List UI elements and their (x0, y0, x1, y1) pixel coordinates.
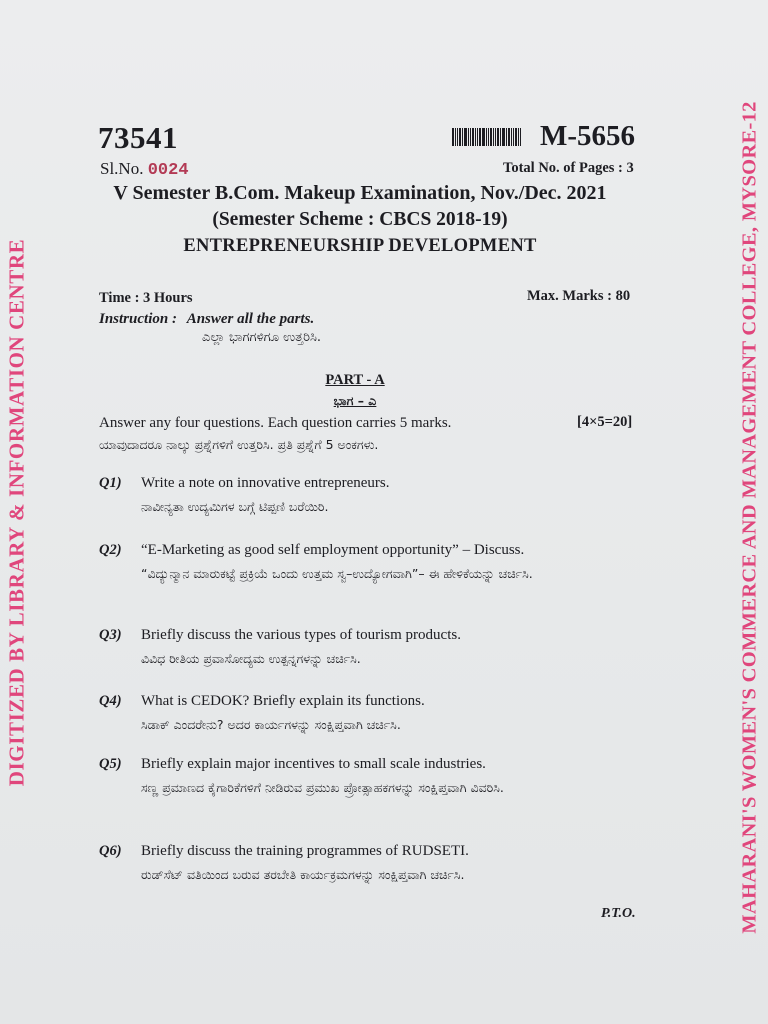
question-number: Q1) (99, 475, 122, 491)
college-stamp-text: MAHARANI'S WOMEN'S COMMERCE AND MANAGEMENT COLLEGE, MYSORE-12 (738, 101, 761, 934)
part-a-title-kannada: ಭಾಗ – ಎ (333, 393, 377, 408)
barcode-stripe (506, 128, 507, 146)
subject-code: M-5656 (540, 120, 636, 152)
subject-title: ENTREPRENEURSHIP DEVELOPMENT (183, 236, 537, 256)
section-instruction-kannada: ಯಾವುದಾದರೂ ನಾಲ್ಕು ಪ್ರಶ್ನೆಗಳಿಗೆ ಉತ್ತರಿಸಿ. ಪ್ರತಿ ಪ್ರಶ್ನೆಗೆ 5 ಅಂಕಗಳು. (99, 437, 379, 452)
barcode-stripe (452, 128, 454, 146)
question-text-kannada: ವಿವಿಧ ರೀತಿಯ ಪ್ರವಾಸೋದ್ಯಮ ಉತ್ಪನ್ನಗಳನ್ನು ಚರ್ಚಿಸಿ. (141, 651, 361, 666)
section-instruction: Answer any four questions. Each question carries 5 marks. (99, 415, 452, 431)
serial-value: 0024 (147, 161, 189, 180)
max-marks: Max. Marks : 80 (527, 288, 631, 304)
question-text: Briefly discuss the training programmes of RUDSETI. (141, 843, 469, 859)
total-pages: Total No. of Pages : 3 (503, 160, 634, 176)
serial-number (100, 159, 189, 180)
barcode-stripe (457, 128, 458, 146)
question-text-kannada: ರುಡ್‌ಸೆಟ್ ವತಿಯಿಂದ ಬರುವ ತರಬೇತಿ ಕಾರ್ಯಕ್ರಮಗಳನ್ನು ಸಂಕ್ಷಿಪ್ತವಾಗಿ ಚರ್ಚಿಸಿ. (141, 867, 465, 882)
question-text-kannada: ನಾವೀನ್ಯತಾ ಉದ್ಯಮಿಗಳ ಬಗ್ಗೆ ಟಿಪ್ಪಣಿ ಬರೆಯಿರಿ. (141, 499, 329, 514)
question-text: “E-Marketing as good self employment opportunity” – Discuss. (141, 542, 525, 558)
barcode-stripe (455, 128, 456, 146)
barcode-stripe (475, 128, 476, 146)
barcode-stripe (482, 128, 485, 146)
library-stamp-text: DIGITIZED BY LIBRARY & INFORMATION CENTRE (4, 238, 29, 787)
barcode-stripe (518, 128, 519, 146)
barcode-stripe (490, 128, 492, 146)
barcode-stripe (488, 128, 489, 146)
section-marks: [4×5=20] (577, 414, 633, 430)
exam-scheme: (Semester Scheme : CBCS 2018-19) (212, 209, 508, 230)
barcode-stripe (479, 128, 481, 146)
barcode-stripe (493, 128, 494, 146)
question-text-kannada: “ವಿದ್ಯುನ್ಮಾನ ಮಾರುಕಟ್ಟೆ ಪ್ರಕ್ರಿಯೆ ಒಂದು ಉತ್ತಮ ಸ್ವ–ಉದ್ಯೋಗವಾಗಿ”– ಈ ಹೇಳಿಕೆಯನ್ನು ಚರ್ಚಿಸಿ. (141, 566, 533, 581)
barcode-stripe (495, 128, 496, 146)
question-text: Briefly discuss the various types of tourism products. (141, 627, 461, 643)
question-number: Q2) (99, 542, 122, 558)
barcode-stripe (462, 128, 463, 146)
exam-title: V Semester B.Com. Makeup Examination, Nov./Dec. 2021 (113, 182, 607, 204)
barcode-stripe (477, 128, 478, 146)
barcode-stripe (520, 128, 521, 146)
library-stamp-left (2, 215, 32, 810)
instruction (99, 311, 314, 328)
barcode-stripe (515, 128, 517, 146)
time-allowed: Time : 3 Hours (99, 290, 193, 306)
barcode-icon (452, 128, 530, 146)
barcode-stripe (511, 128, 512, 146)
question-text: Briefly explain major incentives to small scale industries. (141, 756, 486, 772)
barcode-stripe (470, 128, 471, 146)
paper-code: 73541 (98, 120, 178, 155)
question-text: What is CEDOK? Briefly explain its functions. (141, 693, 425, 709)
barcode-stripe (513, 128, 514, 146)
barcode-stripe (468, 128, 469, 146)
barcode-stripe (508, 128, 510, 146)
barcode-stripe (486, 128, 487, 146)
please-turn-over: P.T.O. (601, 906, 636, 921)
barcode-stripe (472, 128, 474, 146)
part-a-title: PART - A (325, 372, 385, 388)
barcode-stripe (497, 128, 499, 146)
serial-label: Sl.No. (100, 159, 144, 178)
barcode-stripe (464, 128, 467, 146)
question-text-kannada: ಸಿಡಾಕ್ ಎಂದರೇನು? ಅದರ ಕಾರ್ಯಗಳನ್ನು ಸಂಕ್ಷಿಪ್ತವಾಗಿ ಚರ್ಚಿಸಿ. (141, 717, 401, 732)
barcode-stripe (502, 128, 505, 146)
instruction-kannada: ಎಲ್ಲಾ ಭಾಗಗಳಿಗೂ ಉತ್ತರಿಸಿ. (202, 330, 322, 345)
instruction-text: Answer all the parts. (186, 311, 315, 327)
question-number: Q6) (99, 843, 122, 859)
question-number: Q4) (99, 693, 122, 709)
question-number: Q3) (99, 627, 122, 643)
question-text: Write a note on innovative entrepreneurs. (141, 475, 390, 491)
barcode-stripe (500, 128, 501, 146)
question-text-kannada: ಸಣ್ಣ ಪ್ರಮಾಣದ ಕೈಗಾರಿಕೆಗಳಿಗೆ ನೀಡಿರುವ ಪ್ರಮುಖ ಪ್ರೋತ್ಸಾಹಕಗಳನ್ನು ಸಂಕ್ಷಿಪ್ತವಾಗಿ ವಿವರಿಸಿ. (141, 780, 504, 795)
barcode-stripe (459, 128, 461, 146)
instruction-label: Instruction : (99, 311, 177, 327)
question-number: Q5) (99, 756, 122, 772)
college-stamp-right (734, 30, 766, 1005)
